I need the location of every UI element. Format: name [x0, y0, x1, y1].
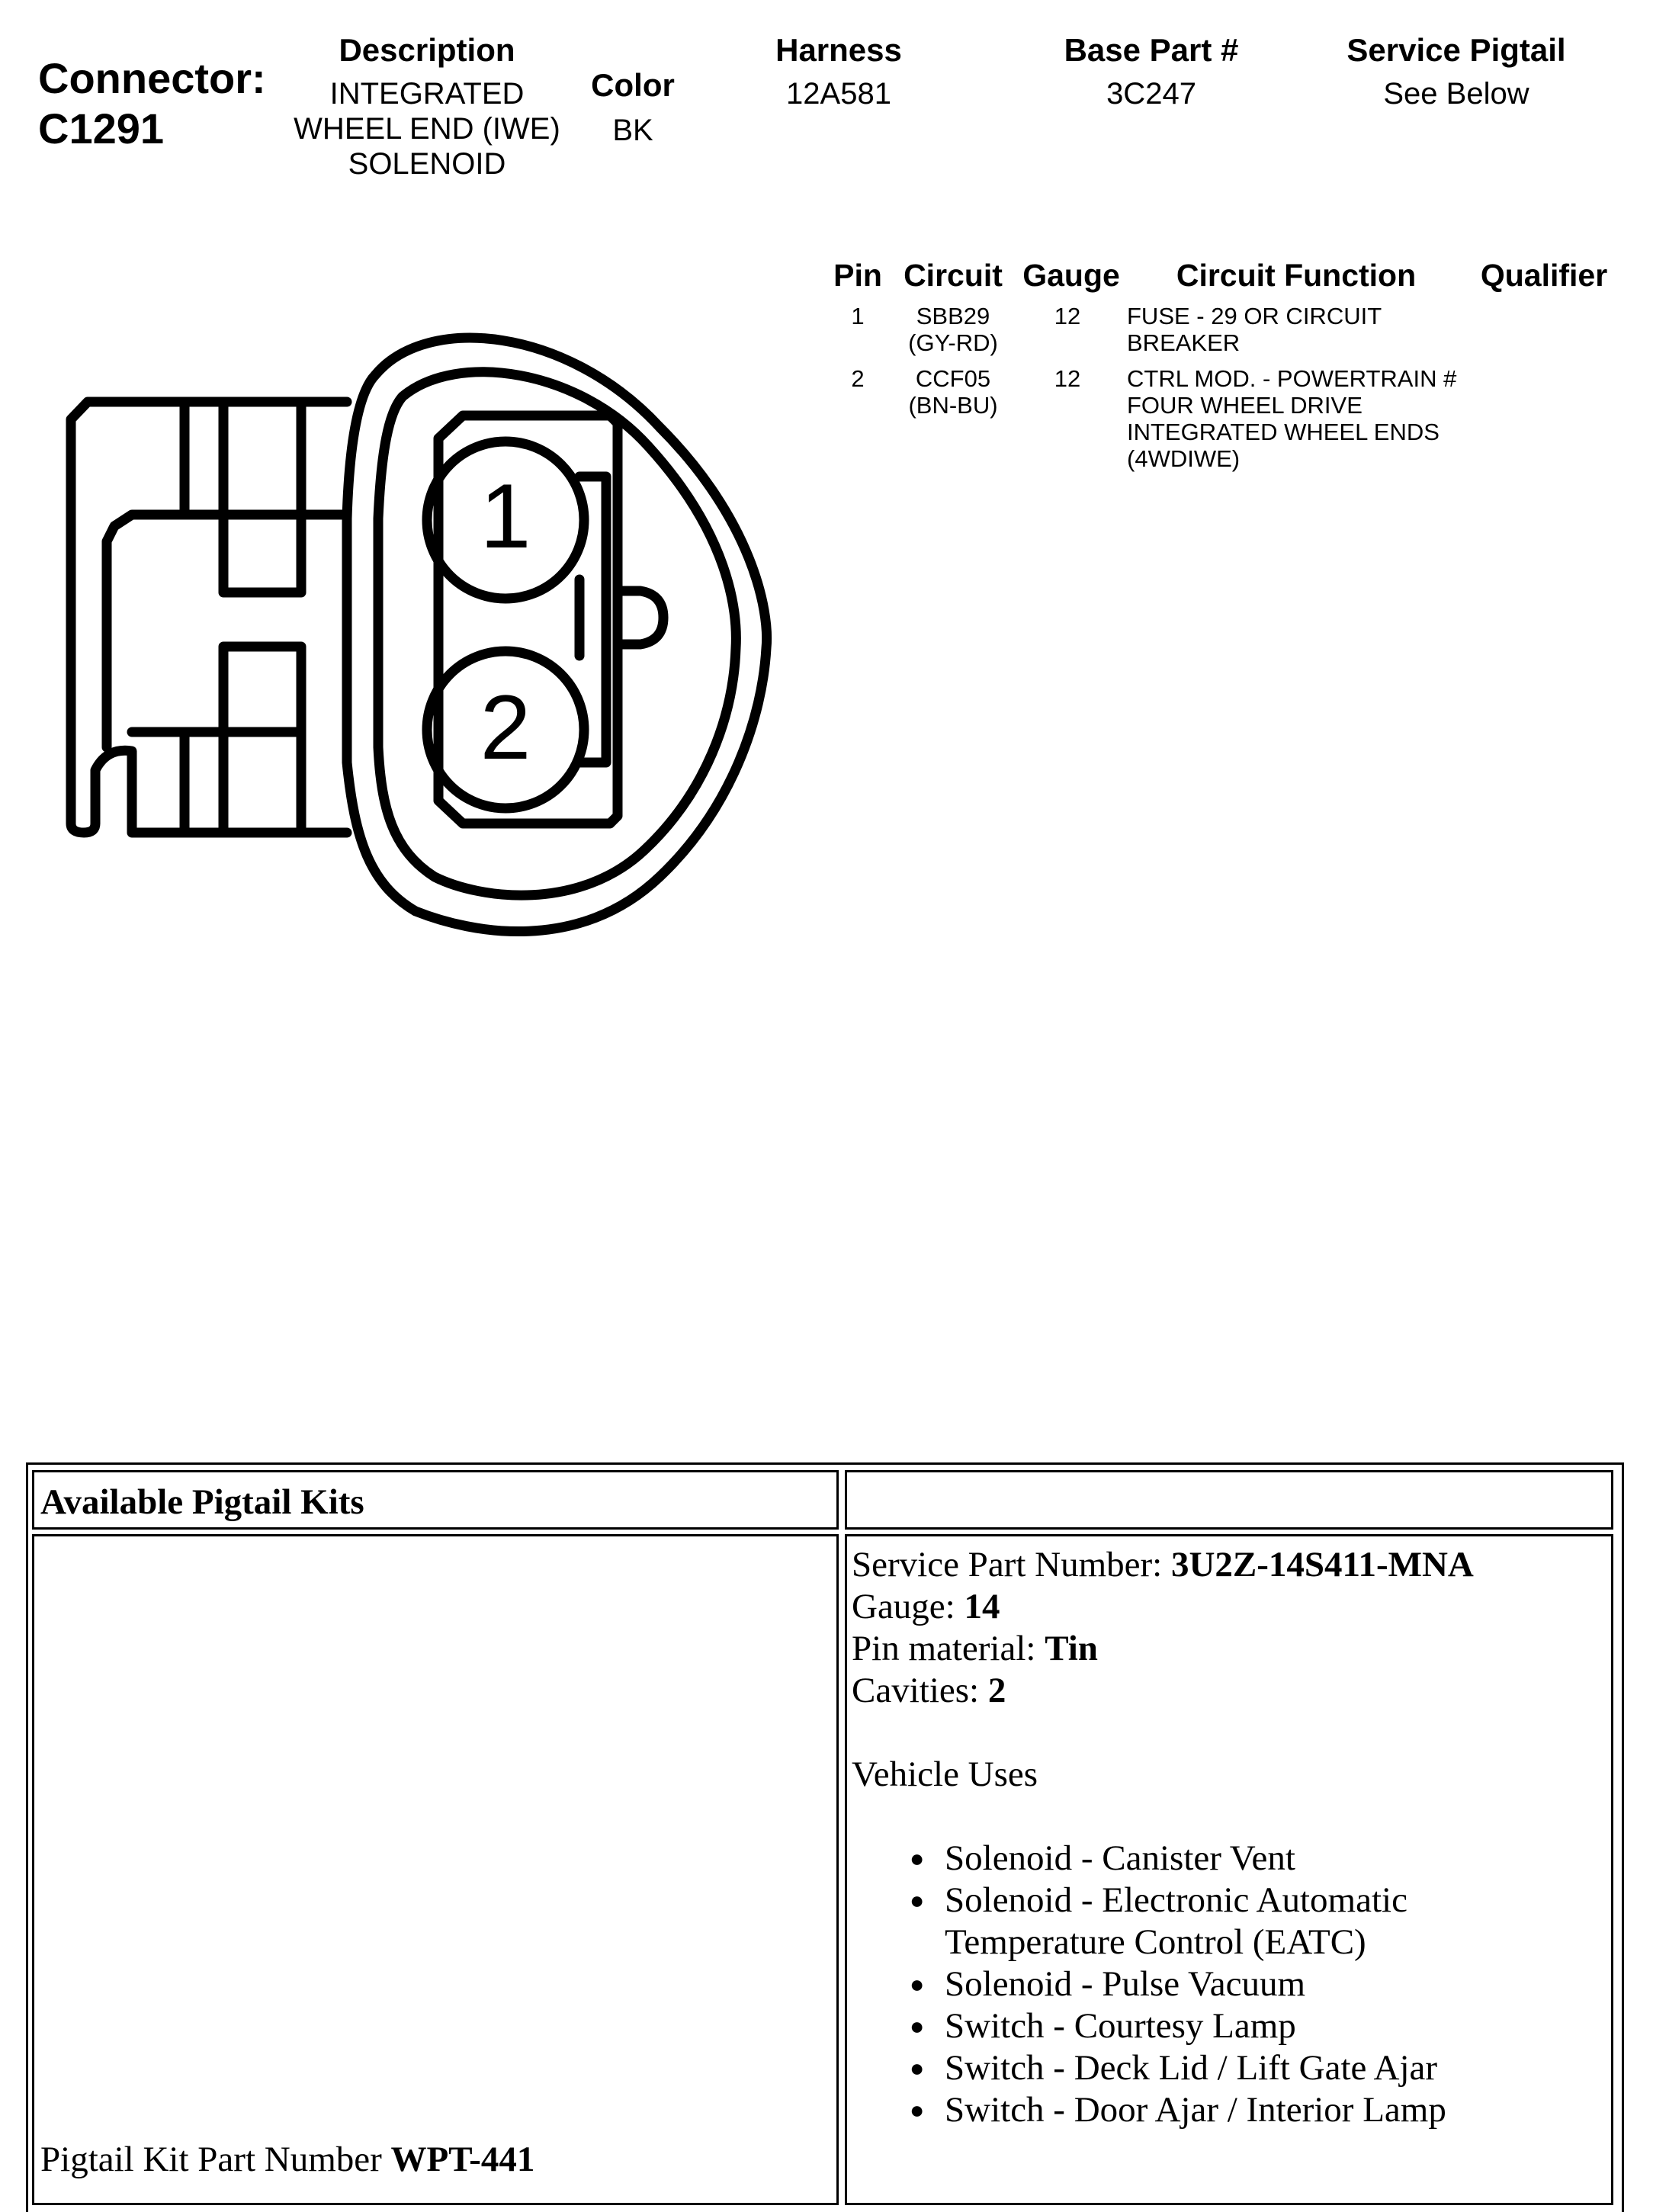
bullet-icon: ●: [910, 2012, 925, 2040]
gauge-cell: 12: [1054, 303, 1081, 329]
qualifier-column-header: Qualifier: [1480, 258, 1608, 293]
circuit-code: SBB29: [916, 303, 990, 329]
description-header: Description: [339, 32, 515, 68]
pin-1-label: 1: [480, 465, 531, 567]
function-line: INTEGRATED WHEEL ENDS: [1127, 419, 1440, 445]
pin-2-label: 2: [480, 676, 531, 779]
circuit-wire-color: (BN-BU): [908, 392, 998, 419]
gauge-cell: 12: [1054, 365, 1081, 392]
connector-title: [38, 53, 266, 154]
housing-outer-outline: [347, 338, 767, 931]
service-part-number-row: [852, 1544, 1606, 1586]
bullet-icon: ●: [910, 1886, 925, 1914]
function-cell: [1127, 365, 1485, 472]
circuit-column-header: Circuit: [904, 258, 1003, 293]
detail-value: 14: [964, 1587, 1000, 1626]
detail-label: Pin material:: [852, 1629, 1045, 1668]
color-header: Color: [591, 67, 675, 103]
upper-latch-outline: [223, 402, 301, 592]
vehicle-use-item: ● Solenoid - Canister Vent: [910, 1838, 1295, 1878]
detail-value: Tin: [1045, 1629, 1098, 1668]
bullet-icon: ●: [910, 1844, 925, 1872]
pigtail-kits-header-cell: [32, 1470, 839, 1530]
function-line: FUSE - 29 OR CIRCUIT: [1127, 303, 1382, 329]
pigtail-kit-number: WPT-441: [390, 2140, 535, 2179]
lower-latch-outline: [223, 647, 301, 833]
pin-number: 2: [851, 365, 865, 392]
description-line: WHEEL END (IWE): [294, 112, 560, 146]
circuit-wire-color: (GY-RD): [908, 329, 998, 356]
pin-material-row: [852, 1628, 1606, 1670]
pin-number: 1: [851, 303, 865, 329]
vehicle-use-item: ● Solenoid - Pulse Vacuum: [910, 1964, 1306, 2004]
service-pigtail-header: Service Pigtail: [1346, 32, 1566, 68]
function-line: CTRL MOD. - POWERTRAIN #: [1127, 365, 1457, 392]
function-cell: [1127, 303, 1478, 356]
base-part-header: Base Part #: [1064, 32, 1239, 68]
circuit-code: CCF05: [915, 365, 991, 392]
pin-column-header: Pin: [833, 258, 882, 293]
vehicle-use-item: ● Solenoid - Electronic Automatic Temperature Control (EATC): [910, 1880, 1407, 1962]
keying-tab-outline: [618, 591, 663, 644]
circuit-cell: [877, 303, 1029, 356]
connector-label: Connector:: [38, 54, 266, 102]
function-line: FOUR WHEEL DRIVE: [1127, 392, 1363, 419]
connector-face-diagram: [0, 290, 793, 961]
connector-id: C1291: [38, 104, 165, 152]
detail-value: 3U2Z-14S411-MNA: [1170, 1545, 1474, 1584]
gauge-column-header: Gauge: [1022, 258, 1120, 293]
cavities-row: [852, 1670, 1606, 1712]
vehicle-use-item: ● Switch - Courtesy Lamp: [910, 2006, 1296, 2046]
detail-value: 2: [987, 1671, 1006, 1710]
vehicle-use-item: ● Switch - Deck Lid / Lift Gate Ajar: [910, 2048, 1438, 2088]
pigtail-kits-header-spacer: [845, 1470, 1613, 1530]
description-line: INTEGRATED: [329, 77, 525, 111]
base-part-value: 3C247: [1106, 77, 1196, 111]
function-line: BREAKER: [1127, 329, 1241, 356]
detail-label: Gauge:: [852, 1587, 965, 1626]
pigtail-kit-part-number: [40, 2139, 534, 2181]
vehicle-uses-title: Vehicle Uses: [852, 1755, 1038, 1794]
gauge-row: [852, 1586, 1606, 1628]
harness-header: Harness: [775, 32, 902, 68]
bullet-icon: ●: [910, 2096, 925, 2124]
circuit-cell: [877, 365, 1029, 419]
detail-label: Cavities:: [852, 1671, 988, 1710]
color-value: BK: [612, 114, 653, 147]
pigtail-kits-title: Available Pigtail Kits: [40, 1482, 364, 1522]
description-value: [259, 76, 595, 181]
vehicle-use-item: ● Switch - Door Ajar / Interior Lamp: [910, 2090, 1446, 2130]
pigtail-kit-image-cell: [32, 1534, 839, 2205]
harness-value: 12A581: [786, 77, 891, 111]
bullet-icon: ●: [910, 2054, 925, 2082]
bullet-icon: ●: [910, 1970, 925, 1998]
pigtail-kit-label: Pigtail Kit Part Number: [40, 2140, 391, 2179]
description-line: SOLENOID: [348, 147, 506, 181]
vehicle-uses-list: [910, 1838, 1606, 2131]
pigtail-kit-details: [852, 1544, 1606, 2131]
function-column-header: Circuit Function: [1176, 258, 1417, 293]
pigtail-kit-details-cell: [845, 1534, 1613, 2205]
detail-label: Service Part Number:: [852, 1545, 1171, 1584]
service-pigtail-value: See Below: [1383, 77, 1529, 111]
function-line: (4WDIWE): [1127, 445, 1241, 472]
